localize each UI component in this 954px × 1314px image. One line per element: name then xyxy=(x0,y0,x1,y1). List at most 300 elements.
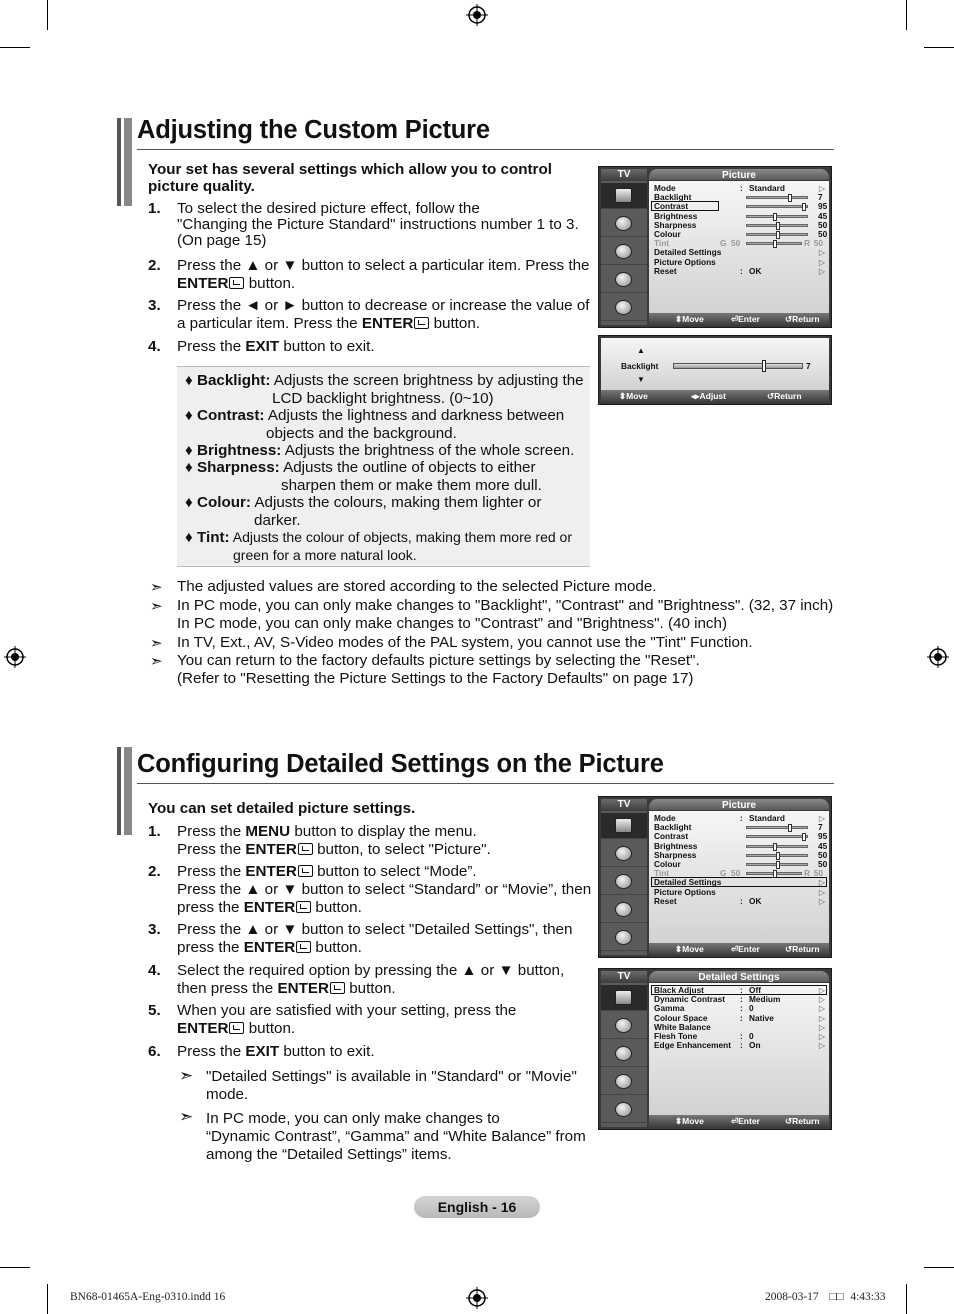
step-fragment: button. xyxy=(244,1019,296,1037)
crop-mark xyxy=(47,0,48,30)
osd-row-value: 0 xyxy=(749,1031,754,1041)
osd-row-label: Black Adjust xyxy=(654,985,704,995)
osd-row-label: Colour xyxy=(654,229,681,239)
step-text xyxy=(177,257,589,293)
move-label: Move xyxy=(626,391,648,401)
description-term: Backlight: xyxy=(196,372,271,389)
enter-label: Enter xyxy=(738,1116,760,1126)
description-text: Adjusts the brightness of the whole screen. xyxy=(281,442,575,459)
step-line xyxy=(177,899,591,917)
enter-label: Enter xyxy=(738,944,760,954)
channel-icon xyxy=(601,1041,647,1067)
sound-icon xyxy=(601,841,647,867)
osd-row-bar xyxy=(746,205,808,208)
description-term: Brightness: xyxy=(196,442,282,459)
description-item xyxy=(185,529,572,564)
osd-row-label: Colour Space xyxy=(654,1012,708,1023)
step-fragment: button. xyxy=(429,314,481,332)
step-fragment: button to exit. xyxy=(279,1043,375,1060)
osd-row-label: Edge Enhancement xyxy=(654,1040,731,1051)
adjust-hint: ◂▸ Adjust xyxy=(691,391,726,401)
enter-hint: ⏎ Enter xyxy=(731,314,760,324)
adjust-label: Adjust xyxy=(699,391,726,401)
note-arrow-icon: ➣ xyxy=(150,598,163,615)
step-line: Press the ▲ or ▼ button to select "Detailed Settings", then xyxy=(177,921,573,938)
osd-row-label: Colour xyxy=(654,859,681,869)
osd-row-arrow-icon: ▷ xyxy=(818,257,825,267)
picture-icon xyxy=(601,813,647,839)
note-line: “Dynamic Contrast”, “Gamma” and “White Balance” from xyxy=(206,1128,586,1145)
section-title: Adjusting the Custom Picture xyxy=(137,116,490,144)
osd-sidebar xyxy=(601,811,647,955)
osd-sidebar xyxy=(601,983,647,1127)
osd-tv-label: TV xyxy=(601,799,647,812)
return-hint: ↺ Return xyxy=(785,314,820,324)
osd-row-label: Backlight xyxy=(654,192,692,203)
step-line xyxy=(177,939,572,957)
osd-tint-r-value: 50 xyxy=(813,868,823,879)
osd-row-value: Standard xyxy=(749,813,785,823)
osd-row-number: 50 xyxy=(818,859,828,869)
step-line xyxy=(177,841,491,859)
osd-row-number: 95 xyxy=(818,201,828,212)
description-text: sharpen them or make them more dull. xyxy=(281,476,542,494)
osd-row-bar xyxy=(746,826,808,829)
step-line xyxy=(177,980,564,998)
step-line: "Changing the Picture Standard" instructions number 1 to 3. xyxy=(177,215,579,233)
sound-icon xyxy=(601,1013,647,1039)
note-text xyxy=(177,597,833,633)
registration-mark-icon xyxy=(466,1287,488,1309)
osd-row-label: Sharpness xyxy=(654,849,697,860)
osd-row-knob xyxy=(776,231,780,239)
setup-icon xyxy=(601,1069,647,1095)
setup-icon xyxy=(601,267,647,293)
note-line: In PC mode, you can only make changes to "Contrast" and "Brightness". (40 inch) xyxy=(177,615,728,632)
enter-icon xyxy=(298,865,313,877)
move-hint: ⬍ Move xyxy=(675,1116,704,1126)
osd-row-knob xyxy=(773,843,777,851)
osd-header: Detailed Settings xyxy=(649,971,829,982)
step-fragment: Press the xyxy=(177,823,246,840)
osd-picture-menu xyxy=(598,796,832,958)
osd-row-value: OK xyxy=(749,265,762,276)
section-rule xyxy=(137,783,834,784)
osd-tv-label: TV xyxy=(601,971,647,984)
osd-row-number: 50 xyxy=(818,229,828,239)
osd-row-label: Sharpness xyxy=(654,219,697,230)
osd-row-bar xyxy=(746,224,808,227)
section-accent-bar xyxy=(117,118,121,206)
note-text xyxy=(177,652,700,688)
step-number: 3. xyxy=(148,297,161,314)
enter-icon xyxy=(414,317,429,329)
osd-row-value: Off xyxy=(749,985,761,995)
osd-row-knob xyxy=(776,222,780,230)
setup-icon xyxy=(601,897,647,923)
osd-row-bar xyxy=(746,196,808,199)
osd-row-bar xyxy=(746,845,808,848)
description-text: green for a more natural look. xyxy=(233,546,417,563)
step-fragment: then press the xyxy=(177,979,278,997)
osd-tint-r: R xyxy=(804,238,810,249)
step-line xyxy=(177,863,591,881)
key-name: ENTER xyxy=(177,274,229,292)
slider-knob[interactable] xyxy=(762,360,766,372)
osd-row-knob xyxy=(802,833,806,841)
registration-mark-icon xyxy=(466,4,488,26)
move-label: Move xyxy=(682,1116,704,1126)
step-line: Press the ◄ or ► button to decrease or increase the value of xyxy=(177,297,590,314)
description-item xyxy=(185,459,542,494)
osd-panel xyxy=(649,181,829,313)
note-line: mode. xyxy=(206,1086,249,1103)
step-fragment: Press the xyxy=(177,863,246,880)
channel-icon xyxy=(601,869,647,895)
enter-icon xyxy=(296,941,311,953)
osd-row-knob xyxy=(788,824,792,832)
key-name: ENTER xyxy=(277,979,329,997)
crop-mark xyxy=(924,47,954,48)
osd-row-knob xyxy=(773,213,777,221)
osd-row-label: Gamma xyxy=(654,1003,685,1014)
step-text xyxy=(177,200,579,249)
key-name: ENTER xyxy=(243,938,296,956)
description-text: LCD backlight brightness. (0~10) xyxy=(272,389,494,407)
step-line xyxy=(177,1020,516,1038)
osd-picture-menu xyxy=(598,166,832,328)
enter-icon xyxy=(296,901,311,913)
osd-row-label: Reset xyxy=(654,265,677,276)
osd-row-label: Dynamic Contrast xyxy=(654,994,726,1005)
intro-line: picture quality. xyxy=(148,177,255,195)
slug-time: 4:43:33 xyxy=(850,1291,886,1303)
input-icon xyxy=(601,925,647,951)
osd-row-label: Detailed Settings xyxy=(654,877,722,888)
step-fragment: button. xyxy=(344,979,396,997)
bullet-icon: ♦ xyxy=(185,442,193,459)
osd-tint-g-value: 50 xyxy=(731,238,741,249)
enter-label: Enter xyxy=(738,314,760,324)
step-fragment: Press the xyxy=(177,840,246,858)
crop-mark xyxy=(0,47,30,48)
move-hint: ⬍ Move xyxy=(675,944,704,954)
intro-line: Your set has several settings which allow you to control xyxy=(148,161,552,178)
note-line: In PC mode, you can only make changes to "Backlight", "Contrast" and "Brightness". (32, 37 inch) xyxy=(177,597,834,614)
step-number: 6. xyxy=(148,1043,161,1060)
osd-row-bar xyxy=(746,242,802,245)
osd-row-bar xyxy=(746,215,808,218)
osd-row-arrow-icon: ▷ xyxy=(818,1004,825,1014)
osd-row-arrow-icon: ▷ xyxy=(818,896,825,906)
section-accent-bar xyxy=(124,747,132,835)
step-fragment: Press the xyxy=(177,338,246,355)
step-line: When you are satisfied with your setting, press the xyxy=(177,1002,517,1019)
crop-mark xyxy=(0,1267,30,1268)
step-fragment: press the xyxy=(177,938,244,956)
return-label: Return xyxy=(792,1116,820,1126)
osd-tint-r: R xyxy=(804,868,810,879)
crop-mark xyxy=(906,0,907,30)
return-label: Return xyxy=(792,314,820,324)
note-line: In PC mode, you can only make changes to xyxy=(206,1110,500,1127)
osd-row-label: Mode xyxy=(654,813,676,823)
crop-mark xyxy=(47,1284,48,1314)
osd-tint-g: G xyxy=(720,238,727,249)
osd-row-arrow-icon: ▷ xyxy=(818,1022,825,1032)
osd-row-bar xyxy=(746,854,808,857)
move-label: Move xyxy=(682,944,704,954)
osd-row-arrow-icon: ▷ xyxy=(818,184,825,193)
osd-row-arrow-icon: ▷ xyxy=(818,878,825,888)
note-line: The adjusted values are stored according to the selected Picture mode. xyxy=(177,578,657,595)
key-name: ENTER xyxy=(361,314,414,332)
slug-cjk: □□ xyxy=(829,1291,844,1303)
input-icon xyxy=(601,295,647,321)
sound-icon xyxy=(601,211,647,237)
osd-row-label: Brightness xyxy=(654,210,698,221)
osd-row-arrow-icon: ▷ xyxy=(818,248,825,258)
note-line: In TV, Ext., AV, S-Video modes of the PAL system, you cannot use the "Tint" Function. xyxy=(177,634,753,651)
note-arrow-icon: ➣ xyxy=(179,1107,194,1126)
osd-tint-g-value: 50 xyxy=(731,868,741,879)
note-arrow-icon: ➣ xyxy=(150,635,163,652)
osd-panel xyxy=(649,811,829,943)
note-text xyxy=(177,634,753,652)
step-fragment: a particular item. Press the xyxy=(177,314,362,332)
description-term: Sharpness: xyxy=(196,459,280,476)
osd-selection-highlight xyxy=(651,877,827,887)
step-number: 3. xyxy=(148,921,161,938)
osd-row-number: 50 xyxy=(818,849,828,860)
section-intro xyxy=(148,161,552,195)
note-line: among the “Detailed Settings” items. xyxy=(206,1146,452,1163)
osd-row-knob xyxy=(802,203,806,211)
move-label: Move xyxy=(682,314,704,324)
step-text xyxy=(177,921,572,957)
osd-row-arrow-icon: ▷ xyxy=(818,887,825,897)
osd-row-colon: : xyxy=(740,1040,743,1051)
step-number: 4. xyxy=(148,962,161,979)
key-name: ENTER xyxy=(243,898,296,916)
osd-row-knob xyxy=(776,861,780,869)
osd-row-number: 7 xyxy=(818,192,823,203)
osd-row-number: 45 xyxy=(818,210,828,221)
section-intro: You can set detailed picture settings. xyxy=(148,800,416,817)
step-text xyxy=(177,338,375,356)
osd-row-label: Flesh Tone xyxy=(654,1031,698,1041)
description-term: Tint: xyxy=(196,529,230,546)
bullet-icon: ♦ xyxy=(185,529,193,546)
osd-row-value: 0 xyxy=(749,1003,754,1014)
description-item xyxy=(185,442,574,460)
section-rule xyxy=(137,149,834,150)
step-fragment: button. xyxy=(311,938,362,956)
description-text: Adjusts the lightness and darkness between xyxy=(264,407,565,424)
osd-row-label: Contrast xyxy=(654,831,689,842)
osd-footer xyxy=(601,390,829,402)
slug-date-value: 2008-03-17 xyxy=(765,1291,819,1303)
enter-icon xyxy=(298,843,313,855)
osd-row-bar xyxy=(746,863,808,866)
crop-mark xyxy=(924,1267,954,1268)
osd-menu-row[interactable] xyxy=(654,1041,825,1050)
osd-row-value: Standard xyxy=(749,183,785,193)
bullet-icon: ♦ xyxy=(185,494,193,511)
picture-icon xyxy=(601,183,647,209)
step-fragment: Press the xyxy=(177,1043,246,1060)
osd-row-arrow-icon: ▷ xyxy=(818,1032,825,1041)
osd-row-colon: : xyxy=(740,265,743,276)
osd-row-label: Picture Options xyxy=(654,886,716,897)
enter-icon xyxy=(229,277,244,289)
osd-row-number: 45 xyxy=(818,840,828,851)
step-line: Press the ▲ or ▼ button to select “Standard” or “Movie”, then xyxy=(177,880,592,898)
step-number: 1. xyxy=(148,823,161,840)
note-text xyxy=(177,578,657,596)
description-item xyxy=(185,494,541,529)
osd-row-bar xyxy=(746,233,808,236)
note-arrow-icon: ➣ xyxy=(179,1066,194,1085)
note-line: (Refer to "Resetting the Picture Settings to the Factory Defaults" on page 17) xyxy=(177,670,694,687)
step-text xyxy=(177,1043,375,1061)
osd-row-knob xyxy=(773,240,777,248)
step-text xyxy=(177,1002,516,1038)
osd-row-bar xyxy=(746,872,802,875)
key-name: EXIT xyxy=(245,338,280,355)
osd-row-arrow-icon: ▷ xyxy=(818,986,825,995)
osd-row-label: Reset xyxy=(654,895,677,906)
note-arrow-icon: ➣ xyxy=(150,579,163,596)
osd-footer xyxy=(649,313,829,325)
step-line: (On page 15) xyxy=(177,231,267,249)
bullet-icon: ♦ xyxy=(185,372,193,389)
osd-row-colon: : xyxy=(740,985,743,995)
enter-icon xyxy=(330,982,345,994)
note-arrow-icon: ➣ xyxy=(150,653,163,670)
section-title: Configuring Detailed Settings on the Picture xyxy=(137,750,664,778)
osd-row-label: Detailed Settings xyxy=(654,247,722,258)
slider-value: 7 xyxy=(806,361,811,371)
step-line xyxy=(177,275,589,293)
step-line xyxy=(177,315,590,333)
note-line: You can return to the factory defaults picture settings by selecting the "Reset". xyxy=(177,652,700,669)
osd-row-arrow-icon: ▷ xyxy=(818,266,825,276)
move-hint: ⬍ Move xyxy=(619,391,648,401)
picture-icon xyxy=(601,985,647,1011)
return-label: Return xyxy=(792,944,820,954)
step-fragment: button to display the menu. xyxy=(290,823,477,840)
osd-row-colon: : xyxy=(740,1031,743,1041)
osd-row-number: 50 xyxy=(818,219,828,230)
channel-icon xyxy=(601,239,647,265)
slug-file: BN68-01465A-Eng-0310.indd 16 xyxy=(70,1291,226,1303)
bullet-icon: ♦ xyxy=(185,407,193,424)
osd-row-label: Backlight xyxy=(654,822,692,833)
osd-detailed-settings-menu xyxy=(598,968,832,1130)
osd-tint-r-value: 50 xyxy=(813,238,823,249)
osd-row-label: White Balance xyxy=(654,1021,711,1032)
return-hint: ↺ Return xyxy=(785,944,820,954)
description-text: Adjusts the outline of objects to either xyxy=(279,459,536,476)
step-line xyxy=(177,823,491,841)
osd-row-label: Tint xyxy=(654,238,670,249)
osd-tint-g: G xyxy=(720,868,727,879)
down-arrow-icon: ▼ xyxy=(637,375,645,384)
step-fragment: button. xyxy=(311,898,362,916)
step-fragment: button, to select "Picture". xyxy=(312,840,491,858)
description-text: Adjusts the colour of objects, making them more red or xyxy=(229,529,572,545)
key-name: ENTER xyxy=(245,863,297,880)
osd-row-colon: : xyxy=(740,895,743,906)
step-number: 2. xyxy=(148,257,161,274)
osd-row-label: Mode xyxy=(654,183,676,193)
return-hint: ↺ Return xyxy=(785,1116,820,1126)
osd-selection-highlight xyxy=(651,201,719,211)
osd-footer xyxy=(649,943,829,955)
step-number: 2. xyxy=(148,863,161,880)
move-hint: ⬍ Move xyxy=(675,314,704,324)
registration-mark-icon xyxy=(927,646,949,668)
slider-track[interactable] xyxy=(673,363,803,369)
step-fragment: press the xyxy=(177,898,244,916)
osd-backlight-slider xyxy=(598,335,832,405)
osd-row-colon: : xyxy=(740,1003,743,1014)
section-accent-bar xyxy=(117,747,121,835)
step-line: To select the desired picture effect, follow the xyxy=(177,200,480,217)
key-name: ENTER xyxy=(177,1019,229,1037)
osd-tv-label: TV xyxy=(601,169,647,182)
step-fragment: button to exit. xyxy=(279,338,375,355)
osd-row-colon: : xyxy=(740,1012,743,1023)
osd-row-arrow-icon: ▷ xyxy=(818,1013,825,1023)
section-accent-bar xyxy=(124,118,132,206)
note-text xyxy=(206,1068,577,1104)
registration-mark-icon xyxy=(4,646,26,668)
input-icon xyxy=(601,1097,647,1123)
osd-menu-row[interactable] xyxy=(654,897,825,906)
slider-label: Backlight xyxy=(621,361,659,371)
description-item xyxy=(185,372,584,407)
description-text: Adjusts the screen brightness by adjusting the xyxy=(270,372,584,389)
osd-menu-row[interactable] xyxy=(654,267,825,276)
crop-mark xyxy=(906,1284,907,1314)
osd-sidebar xyxy=(601,181,647,325)
step-number: 1. xyxy=(148,200,161,217)
note-text xyxy=(206,1110,586,1164)
osd-row-colon: : xyxy=(740,183,743,193)
enter-hint: ⏎ Enter xyxy=(731,1116,760,1126)
return-label: Return xyxy=(774,391,802,401)
description-text: objects and the background. xyxy=(266,424,457,442)
osd-row-colon: : xyxy=(740,813,743,823)
osd-row-value: Medium xyxy=(749,994,781,1005)
description-text: darker. xyxy=(254,511,301,529)
osd-row-value: Native xyxy=(749,1012,774,1023)
osd-row-number: 7 xyxy=(818,822,823,833)
description-text: Adjusts the colours, making them lighter or xyxy=(250,494,542,511)
description-term: Colour: xyxy=(196,494,251,511)
osd-row-value: OK xyxy=(749,895,762,906)
step-number: 4. xyxy=(148,338,161,355)
enter-hint: ⏎ Enter xyxy=(731,944,760,954)
return-hint: ↺ Return xyxy=(767,391,802,401)
osd-row-knob xyxy=(788,194,792,202)
osd-row-knob xyxy=(776,852,780,860)
osd-panel xyxy=(649,983,829,1115)
slug-date xyxy=(765,1291,885,1303)
osd-footer xyxy=(649,1115,829,1127)
